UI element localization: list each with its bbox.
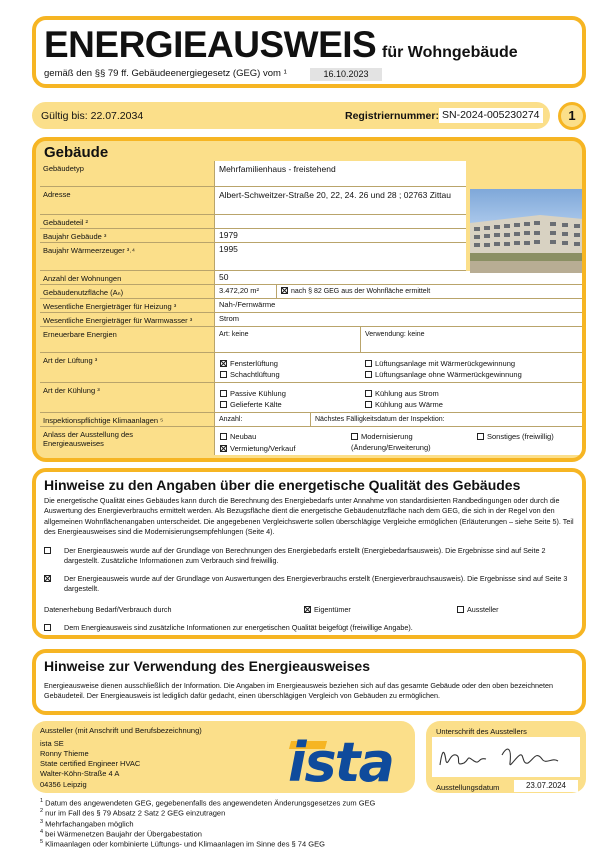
signature-box (426, 721, 586, 793)
footnote-3: $^3$ Mehrfachangaben möglich (40, 818, 134, 828)
row-ventilation (40, 353, 586, 383)
value-area: 3.472,20 m² (219, 286, 260, 295)
checkbox-icon (44, 624, 51, 631)
value-address: Albert-Schweitzer-Straße 20, 22, 24. 26 und 28 ; 02763 Zittau (219, 190, 451, 200)
option-cooling-heat (365, 400, 443, 409)
option-ventilation-with-recovery (365, 359, 515, 368)
option-label: Kühlung aus Wärme (375, 400, 443, 409)
field-ventilation (214, 353, 586, 382)
option-label: Neubau (230, 432, 257, 441)
section-title-quality-notes: Hinweise zu den Angaben über die energetische Qualität des Gebäudes (44, 477, 521, 493)
issuer-company: ista SE (40, 739, 64, 748)
value-water: Strom (219, 314, 240, 323)
section-title-usage: Hinweise zur Verwendung des Energieausweises (44, 658, 371, 674)
option-cooling-electric (365, 389, 439, 398)
checkbox-icon (477, 433, 484, 440)
checkbox-extra-info (44, 623, 58, 633)
ista-logo: ista (288, 731, 393, 794)
field-reason (214, 427, 586, 455)
option-label: Lüftungsanlage mit Wärmerückgewinnung (375, 359, 516, 368)
checkbox-demand (44, 546, 58, 556)
footnote-text: bei Wärmenetzen Baujahr der Übergabestation (45, 829, 202, 839)
footnote-2: $^2$ nur im Fall des § 79 Absatz 2 Satz 2 GEG einzutragen (40, 808, 226, 818)
option-modernisation (351, 432, 471, 454)
value-units: 50 (219, 272, 229, 282)
registration-label: Registriernummer: (345, 110, 439, 122)
footnote-text: Datum des angewendeten GEG, gegebenenfalls des angewendeten Änderungsgesetzes zum GEG (45, 798, 376, 808)
survey-label: Datenerhebung Bedarf/Verbrauch durch (44, 605, 172, 614)
renewable-kind-label: Art: (219, 331, 230, 338)
issuer-name: Ronny Thieme (40, 749, 89, 759)
row-year-heater (40, 243, 466, 271)
option-other (477, 432, 554, 441)
footnote-text: Klimaanlagen oder kombinierte Lüftungs- und Klimaanlagen im Sinne des § 74 GEG (45, 839, 325, 849)
checkbox-checked-icon (44, 575, 51, 582)
row-building-part (40, 215, 466, 229)
checkbox-consumption (44, 574, 58, 584)
field-area-note (276, 285, 586, 298)
field-area (214, 285, 276, 298)
checkbox-icon (365, 390, 372, 397)
value-year-building: 1979 (219, 230, 238, 240)
checkbox-checked-icon (304, 606, 311, 613)
field-heating (214, 299, 586, 312)
page-subtitle: für Wohngebäude (382, 44, 518, 61)
inspection-count-label: Anzahl: (219, 416, 243, 423)
value-year-heater: 1995 (219, 244, 238, 254)
signature-area (432, 737, 580, 777)
issuer-box (32, 721, 415, 793)
field-renewable-kind (214, 327, 360, 352)
renewable-use-value: keine (407, 331, 425, 338)
checkbox-icon (351, 433, 358, 440)
label-cooling: Art der Kühlung ³ (43, 386, 100, 395)
checkbox-icon (220, 390, 227, 397)
issuer-city: 04356 Leipzig (40, 779, 87, 789)
option-label: Fensterlüftung (230, 359, 278, 368)
usage-notes-section (32, 649, 586, 715)
page-title: ENERGIEAUSWEIS (44, 24, 377, 65)
survey-owner-label: Eigentümer (314, 605, 351, 614)
valid-until (41, 110, 143, 122)
option-label: Sonstiges (freiwillig) (487, 432, 554, 441)
option-extra-info: Dem Energieausweis sind zusätzliche Informationen zur energetischen Qualität beigefügt (freiwillige Angabe). (64, 623, 413, 632)
label-renewable: Erneuerbare Energien (43, 330, 117, 339)
label-water: Wesentliche Energieträger für Warmwasser ³ (43, 316, 193, 325)
field-water (214, 313, 586, 326)
registration-number: SN-2024-005230274 (439, 108, 543, 123)
checkbox-icon (365, 360, 372, 367)
row-renewable (40, 327, 586, 353)
row-water (40, 313, 586, 327)
issuer-label: Aussteller (mit Anschrift und Berufsbezeichnung) (40, 726, 202, 735)
building-photo (470, 189, 584, 273)
option-survey-owner (304, 605, 351, 614)
option-label: Passive Kühlung (230, 389, 286, 398)
footnote-5: $^5$ Klimaanlagen oder kombinierte Lüftungs- und Klimaanlagen im Sinne des § 74 GEG (40, 839, 325, 849)
value-building-type: Mehrfamilienhaus - freistehend (219, 164, 336, 174)
building-photo-drawing (470, 189, 584, 273)
footnote-1: $^1$ Datum des angewendeten GEG, gegebenenfalls des angewendeten Änderungsgesetzes zum GEG (40, 798, 376, 808)
checkbox-icon (220, 433, 227, 440)
row-units (40, 271, 586, 285)
page-number-badge: 1 (558, 102, 586, 130)
issue-date-field: 23.07.2024 (514, 780, 578, 792)
label-address: Adresse (43, 190, 71, 199)
option-survey-issuer (457, 605, 499, 614)
law-reference: gemäß den §§ 79 ff. Gebäudeenergiegesetz (GEG) vom ¹ (44, 68, 287, 79)
checkbox-icon (220, 371, 227, 378)
option-label: Gelieferte Kälte (230, 400, 282, 409)
footnotes (40, 798, 375, 849)
option-label: Schachtlüftung (230, 370, 280, 379)
field-cooling (214, 383, 586, 412)
checkbox-checked-icon (220, 360, 227, 367)
row-building-type (40, 161, 466, 187)
row-inspection (40, 413, 586, 427)
field-building-part (214, 215, 466, 228)
footnote-text: nur im Fall des § 79 Absatz 2 Satz 2 GEG einzutragen (45, 808, 226, 818)
law-date-field: 16.10.2023 (310, 68, 382, 81)
issue-date-label: Ausstellungsdatum (436, 783, 500, 792)
label-year-building: Baujahr Gebäude ³ (43, 232, 107, 241)
option-label: Lüftungsanlage ohne Wärmerückgewinnung (375, 370, 522, 379)
checkbox-icon (457, 606, 464, 613)
option-label: Modernisierung (Änderung/Erweiterung) (351, 432, 431, 452)
row-heating (40, 299, 586, 313)
label-ventilation: Art der Lüftung ³ (43, 356, 98, 365)
label-units: Anzahl der Wohnungen (43, 274, 122, 283)
option-delivered-cold (220, 400, 282, 409)
field-year-heater (214, 243, 466, 270)
row-year-building (40, 229, 466, 243)
issuer-address (40, 739, 140, 790)
option-shaft-ventilation (220, 370, 280, 379)
signature-label: Unterschrift des Ausstellers (436, 727, 527, 736)
option-label: Vermietung/Verkauf (230, 444, 296, 453)
label-building-type: Gebäudetyp (43, 164, 84, 173)
row-cooling (40, 383, 586, 413)
field-inspection-due (310, 413, 586, 426)
option-ventilation-without-recovery (365, 370, 522, 379)
section-title-building: Gebäude (44, 144, 109, 161)
quality-notes-paragraph: Die energetische Qualität eines Gebäudes kann durch die Berechnung des Energiebedarfs unter Annahme von standardisierten Randbedingungen oder durch die Auswertung des Energieverbrauchs ermittelt werden. Als Bezugsfläche dient die energetische Gebäudenutzfläche nach dem GEG, die sich in der Regel von den allgemeinen Wohnflächenangaben unterscheidet. Die angegebenen Vergleichswerte sollen überschlägige Vergleiche ermöglichen (Erläuterungen – siehe Seite 5). Teil des Energieausweises sind die Modernisierungsempfehlungen (Seite 4). (44, 496, 574, 537)
renewable-kind-value: keine (231, 331, 249, 338)
area-note-text: nach § 82 GEG aus der Wohnfläche ermittelt (291, 288, 431, 295)
valid-until-label: Gültig bis: (41, 110, 88, 122)
valid-until-value: 22.07.2034 (90, 110, 144, 122)
label-building-part: Gebäudeteil ² (43, 218, 89, 227)
row-area (40, 285, 586, 299)
field-renewable-use (360, 327, 586, 352)
row-reason (40, 427, 586, 455)
footnote-4: $^4$ bei Wärmenetzen Baujahr der Übergabestation (40, 828, 202, 839)
row-address (40, 187, 466, 215)
field-address (214, 187, 466, 214)
inspection-due-label: Nächstes Fälligkeitsdatum der Inspektion: (315, 416, 445, 423)
option-window-ventilation (220, 359, 278, 368)
building-section (32, 137, 586, 462)
issuer-role: State certified Engineer HVAC (40, 759, 141, 769)
checkbox-checked-icon (220, 445, 227, 452)
option-demand-certificate: Der Energieausweis wurde auf der Grundlage von Berechnungen des Energiebedarfs erstellt (Energiebedarfsausweis). Die Ergebnisse sind auf Seite 2 dargestellt. Zusätzliche Informationen zum Verbrauch sind freiwillig. (64, 546, 546, 566)
label-area: Gebäudenutzfläche (Aₙ) (43, 288, 124, 297)
label-inspection: Inspektionspflichtige Klimaanlagen ⁵ (43, 416, 164, 425)
quality-notes-section (32, 468, 586, 639)
checkbox-checked-icon (281, 287, 288, 294)
option-rent-sale (220, 444, 295, 453)
handwritten-signature (432, 737, 580, 777)
option-label: Kühlung aus Strom (375, 389, 439, 398)
option-consumption-certificate: Der Energieausweis wurde auf der Grundlage von Auswertungen des Energieverbrauchs erstellt (Energieverbrauchsausweis). Die Ergebnisse sind auf Seite 3 dargestellt. (64, 574, 568, 594)
validity-bar (32, 102, 550, 129)
value-heating: Nah-/Fernwärme (219, 300, 276, 309)
field-building-type (214, 161, 466, 186)
label-year-heater: Baujahr Wärmeerzeuger ³˒⁴ (43, 246, 136, 255)
option-new-building (220, 432, 256, 441)
field-year-building (214, 229, 466, 242)
option-passive-cooling (220, 389, 286, 398)
checkbox-icon (365, 401, 372, 408)
survey-issuer-label: Aussteller (467, 605, 499, 614)
field-inspection-count (214, 413, 310, 426)
footnote-text: Mehrfachangaben möglich (45, 819, 134, 828)
checkbox-icon (220, 401, 227, 408)
label-heating: Wesentliche Energieträger für Heizung ³ (43, 302, 177, 311)
renewable-use-label: Verwendung: (365, 331, 406, 338)
usage-paragraph: Energieausweise dienen ausschließlich der Information. Die Angaben im Energieausweis beziehen sich auf das gesamte Gebäude oder den oben bezeichneten Gebäudeteil. Der Energieausweis ist lediglich dafür gedacht, einen überschlägigen Vergleich von Gebäuden zu ermöglichen. (44, 681, 554, 701)
label-reason: Anlass der Ausstellung des Energieausweises (43, 430, 134, 449)
checkbox-icon (365, 371, 372, 378)
checkbox-icon (44, 547, 51, 554)
certificate-header (32, 16, 586, 88)
issuer-street: Walter-Köhn-Straße 4 A (40, 769, 120, 779)
